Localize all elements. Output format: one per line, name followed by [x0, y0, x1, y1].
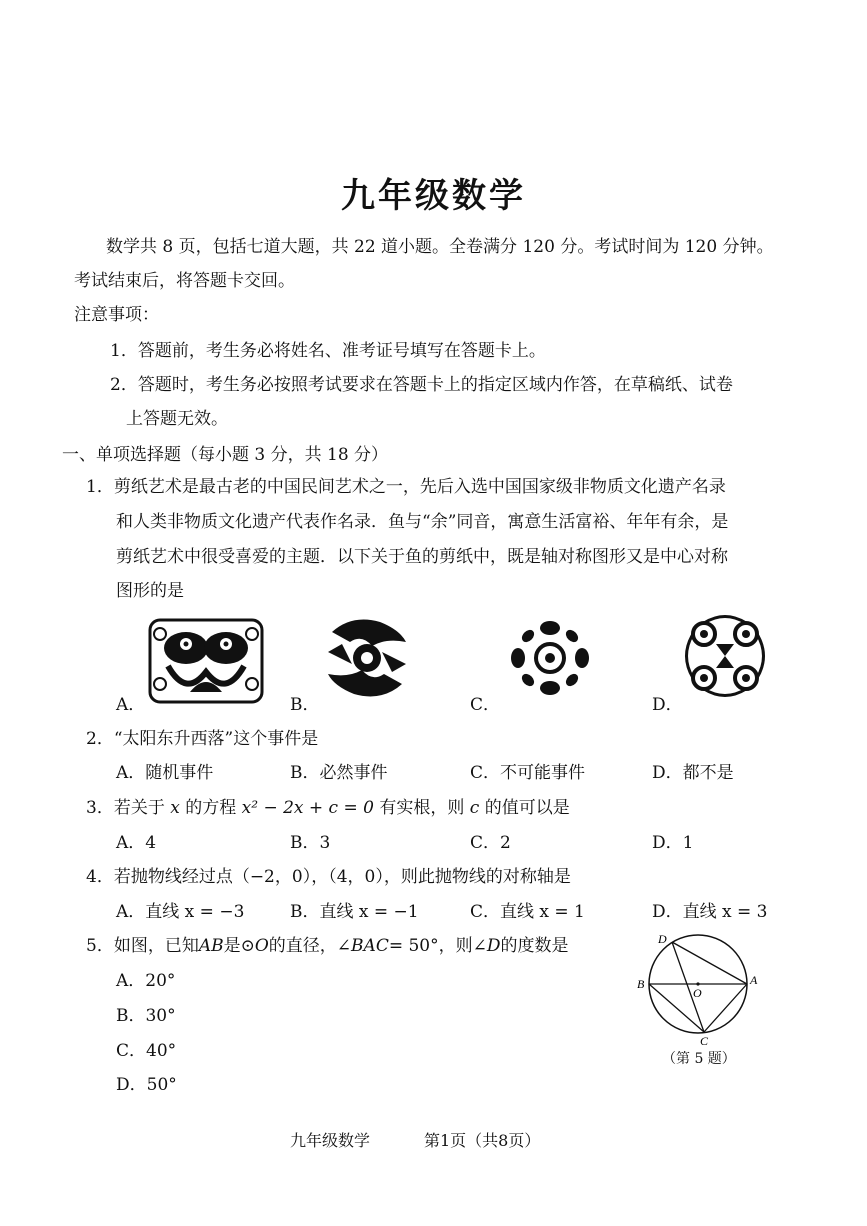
q3-option-b: B．3	[290, 833, 331, 853]
q1-option-a-label: A．	[116, 695, 146, 715]
q3-equation: x² − 2x + c = 0	[241, 798, 374, 818]
footer-subject: 九年级数学	[290, 1131, 371, 1150]
q3-variable-c: c	[469, 798, 480, 818]
point-a-label: A	[750, 973, 758, 987]
papercut-b-image	[322, 612, 412, 708]
q3-stem-mid2: 有实根，则	[379, 798, 465, 818]
q1-option-b-label: B．	[290, 695, 320, 715]
q5-option-a: A．20°	[116, 971, 176, 991]
point-c-label: C	[700, 1034, 709, 1048]
notice-item-1: 1．答题前，考生务必将姓名、准考证号填写在答题卡上。	[110, 341, 546, 361]
footer-page-number: 第1页（共8页）	[424, 1131, 541, 1150]
q4-stem: 4．若抛物线经过点（−2，0），（4，0），则此抛物线的对称轴是	[86, 867, 571, 887]
q3-stem-mid: 的方程	[185, 798, 237, 818]
q2-option-d: D．都不是	[652, 763, 734, 783]
papercut-d-image	[680, 610, 770, 706]
q1-option-c-label: C．	[470, 695, 501, 715]
intro-line-1: 数学共 8 页，包括七道大题，共 22 道小题。全卷满分 120 分。考试时间为 120 分钟。	[106, 237, 774, 257]
point-d-label: D	[658, 932, 667, 946]
page-title: 九年级数学	[341, 176, 526, 216]
q2-option-c: C．不可能事件	[470, 763, 586, 783]
q3-stem-prefix: 3．若关于	[86, 798, 165, 818]
notice-item-2-line-1: 2．答题时，考生务必按照考试要求在答题卡上的指定区域内作答，在草稿纸、试卷	[110, 375, 733, 395]
q5-option-b: B．30°	[116, 1006, 176, 1026]
section-1-heading: 一、单项选择题（每小题 3 分，共 18 分）	[62, 445, 389, 465]
q4-option-d: D．直线 x = 3	[652, 902, 768, 922]
q5-stem	[86, 931, 569, 956]
q1-line-1: 1．剪纸艺术是最古老的中国民间艺术之一，先后入选中国国家级非物质文化遗产名录	[86, 477, 726, 497]
q5-angle-bac: BAC	[351, 936, 389, 956]
q5-figure-caption: （第 5 题）	[662, 1051, 736, 1067]
intro-line-2: 考试结束后，将答题卡交回。	[74, 271, 295, 291]
notice-heading: 注意事项：	[74, 305, 159, 325]
q5-option-c: C．40°	[116, 1041, 177, 1061]
q1-option-d-label: D．	[652, 695, 683, 715]
q3-option-a: A．4	[116, 833, 157, 853]
q4-option-b: B．直线 x = −1	[290, 902, 419, 922]
q5-point-d: D	[486, 936, 501, 956]
q2-option-a: A．随机事件	[116, 763, 214, 783]
q5-stem-mid2: 的直径，∠	[268, 936, 352, 956]
q1-line-4: 图形的是	[116, 581, 184, 601]
q1-line-2: 和人类非物质文化遗产代表作名录．鱼与“余”同音，寓意生活富裕、年年有余，是	[116, 512, 729, 532]
q5-stem-suffix: 的度数是	[500, 936, 569, 956]
q3-stem	[86, 793, 570, 818]
q5-stem-prefix: 5．如图，已知	[86, 936, 199, 956]
q5-stem-mid: 是⊙	[223, 936, 255, 956]
q2-stem: 2．“太阳东升西落”这个事件是	[86, 729, 319, 749]
q4-option-c: C．直线 x = 1	[470, 902, 585, 922]
q5-stem-mid3: = 50°，则∠	[388, 936, 487, 956]
q5-center-o: O	[254, 936, 269, 956]
papercut-a-image	[146, 614, 266, 710]
q3-stem-suffix: 的值可以是	[484, 798, 570, 818]
q5-option-d: D．50°	[116, 1075, 177, 1095]
point-b-label: B	[637, 977, 645, 991]
q3-variable-x: x	[170, 798, 180, 818]
q4-option-a: A．直线 x = −3	[116, 902, 245, 922]
q5-circle-figure	[632, 930, 762, 1054]
q2-option-b: B．必然事件	[290, 763, 388, 783]
q3-option-c: C．2	[470, 833, 511, 853]
q1-line-3: 剪纸艺术中很受喜爱的主题．以下关于鱼的剪纸中，既是轴对称图形又是中心对称	[116, 547, 728, 567]
notice-item-2-line-2: 上答题无效。	[126, 409, 228, 429]
point-o-label: O	[693, 986, 702, 1000]
q5-segment-ab: AB	[198, 936, 224, 956]
papercut-c-image	[504, 614, 596, 706]
q3-option-d: D．1	[652, 833, 694, 853]
